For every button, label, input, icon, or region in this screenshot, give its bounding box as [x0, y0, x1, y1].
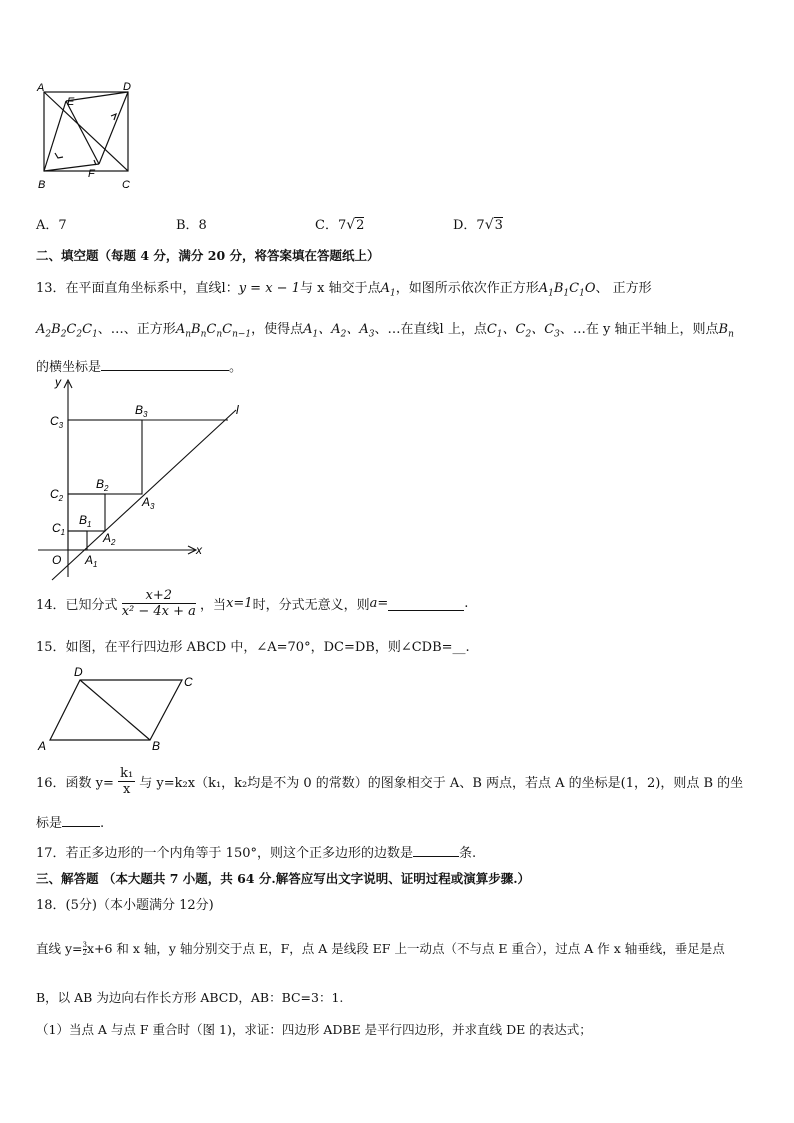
q12-choice-d: D．7√3	[453, 217, 503, 233]
section2-heading: 二、填空题（每题 4 分，满分 20 分，将答案填在答题纸上）	[36, 248, 380, 263]
q12-figure	[36, 78, 140, 194]
q12-choice-b: B．8	[176, 218, 207, 233]
q12-label-c: C	[122, 179, 130, 191]
q13-answer-blank[interactable]	[101, 357, 229, 371]
q13-label-o: O	[52, 553, 62, 567]
q13-label-x: x	[196, 543, 202, 557]
diagonal-db	[80, 680, 150, 740]
q13-figure	[36, 372, 256, 584]
q12-label-d: D	[123, 81, 131, 93]
q13-label-b2: $B_2$	[96, 477, 109, 493]
q18-line1: 直线 y= $\frac{3}{2}$ x+6 和 x 轴，y 轴分别交于点 E，F，点 A 是线段 EF 上一动点（不与点 E 重合），过点 A 作 x 轴垂线，垂足是点	[36, 941, 725, 957]
q15-label-d: D	[74, 665, 83, 679]
q13-label-y: y	[55, 375, 61, 389]
parallelogram	[50, 680, 182, 740]
q15-label-a: A	[38, 739, 47, 753]
q12-label-a: A	[37, 82, 45, 94]
q16-answer-blank[interactable]	[62, 813, 100, 827]
q13-line1: 13．在平面直角坐标系中，直线l：y = x − 1与 x 轴交于点$A_1$，如图所示依次作正方形$A_1B_1C_1O$、 正方形	[36, 281, 652, 299]
q12-label-e: E	[67, 96, 75, 108]
q13-label-l: l	[236, 403, 239, 417]
q13-label-b1: $B_1$	[79, 513, 92, 529]
q13-label-b3: $B_3$	[135, 403, 148, 419]
q18-head: 18．(5分)（本小题满分 12分)	[36, 898, 214, 913]
q12-choice-a: A．7	[36, 218, 67, 233]
q13-label-a2: $A_2$	[103, 531, 116, 547]
q14: 14．已知分式 $\frac{x+2}{\text{x² − 4x + a}}$ ，当x=1时，分式无意义，则a= .	[36, 588, 469, 619]
q13-label-c1: $C_1$	[52, 521, 66, 537]
q12-label-b: B	[38, 179, 46, 191]
q17: 17．若正多边形的一个内角等于 150°，则这个正多边形的边数是 条.	[36, 842, 476, 861]
q12-choice-c: C．7√2	[315, 217, 365, 233]
q13-label-a1: $A_1$	[85, 553, 98, 569]
q13-line2: $A_2B_2C_2C_1$、…、正方形$A_nB_nC_nC_{n-1}$，使得点$A_1$、$A_2$、$A_3$、…在直线l 上，点$C_1$、$C_2$、$C_3$、…在 y 轴正半轴上，则点$B_n$	[36, 322, 734, 340]
q12-label-f: F	[88, 168, 95, 180]
q15-figure	[36, 662, 200, 756]
q18-line2: B，以 AB 为边向右作长方形 ABCD，AB：BC=3：1.	[36, 990, 344, 1005]
q15: 15．如图，在平行四边形 ABCD 中，∠A=70°，DC=DB，则∠CDB=__.	[36, 640, 470, 655]
section3-heading: 三、解答题 （本大题共 7 小题，共 64 分.解答应写出文字说明、证明过程或演算步骤.）	[36, 871, 531, 886]
q14-fraction: $\frac{x+2}{\text{x² − 4x + a}}$	[121, 588, 196, 619]
q17-answer-blank[interactable]	[413, 843, 459, 857]
q14-answer-blank[interactable]	[388, 597, 464, 611]
q13-label-c2: $C_2$	[50, 487, 64, 503]
q15-label-c: C	[184, 675, 193, 689]
q13-label-c3: $C_3$	[50, 414, 64, 430]
q16-fraction: $\frac{\text{k₁}}{x}$	[120, 766, 134, 797]
q16-line1: 16．函数 y= $\frac{\text{k₁}}{x}$ 与 y=k₂x（k₁，k₂均是不为 0 的常数）的图象相交于 A、B 两点，若点 A 的坐标是(1，2)，则点 B 的坐	[36, 766, 744, 797]
q18-line3: （1）当点 A 与点 F 重合时（图 1)，求证：四边形 ADBE 是平行四边形，并求直线 DE 的表达式；	[36, 1022, 592, 1037]
q15-label-b: B	[152, 739, 161, 753]
q16-line2: 标是 .	[36, 812, 104, 831]
q13-line3: 的横坐标是 。	[36, 356, 242, 375]
q13-label-a3: $A_3$	[142, 495, 155, 511]
